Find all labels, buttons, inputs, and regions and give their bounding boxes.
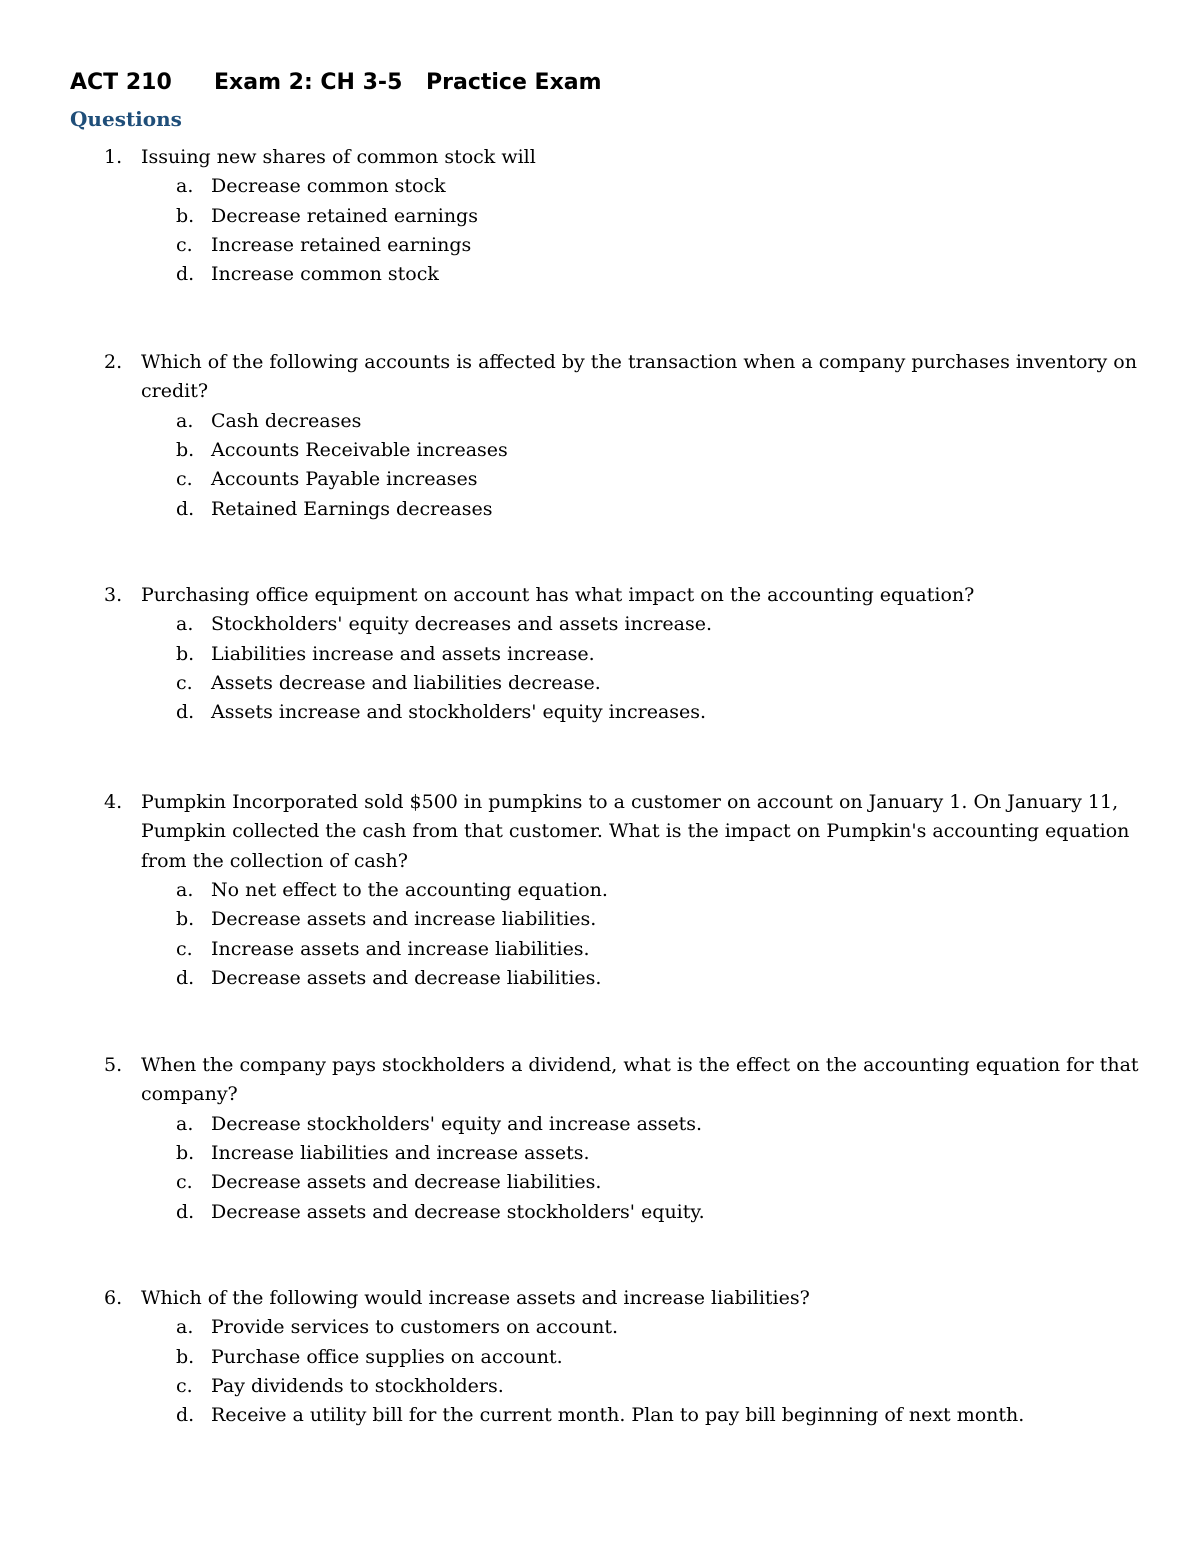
option-letter: d.: [176, 1404, 195, 1427]
question-text: company?: [141, 1083, 238, 1106]
option-text: Assets decrease and liabilities decrease.: [211, 671, 601, 694]
option-text: Decrease stockholders' equity and increase assets.: [211, 1112, 703, 1135]
option-text: Stockholders' equity decreases and assets increase.: [211, 613, 713, 636]
option-letter: d.: [176, 497, 195, 520]
option-letter: d.: [176, 966, 195, 989]
question-number: 4.: [104, 791, 123, 813]
option-text: Decrease common stock: [211, 175, 446, 198]
option-text: Increase assets and increase liabilities.: [211, 937, 590, 960]
option-letter: c.: [176, 937, 193, 960]
option-letter: d.: [176, 263, 195, 286]
question-text: Purchasing office equipment on account has what impact on the accounting equation?: [141, 584, 975, 606]
option-letter: c.: [176, 671, 193, 694]
exam-type: Practice Exam: [426, 70, 602, 95]
question-text: from the collection of cash?: [141, 849, 408, 872]
course-code: ACT 210: [70, 70, 172, 95]
question-number: 3.: [104, 584, 123, 606]
option-text: Receive a utility bill for the current month. Plan to pay bill beginning of next month.: [211, 1404, 1025, 1427]
option-letter: b.: [176, 642, 195, 665]
question-text: Pumpkin Incorporated sold $500 in pumpkins to a customer on account on January 1. On January 11,: [141, 791, 1119, 813]
option-text: Increase common stock: [211, 263, 439, 286]
option-letter: a.: [176, 409, 194, 432]
option-letter: a.: [176, 878, 194, 901]
option-text: Provide services to customers on account.: [211, 1316, 618, 1339]
option-letter: c.: [176, 468, 193, 491]
option-letter: a.: [176, 1316, 194, 1339]
option-letter: c.: [176, 1374, 193, 1397]
option-text: Accounts Payable increases: [211, 468, 478, 491]
option-text: Accounts Receivable increases: [211, 438, 508, 461]
option-text: Decrease assets and decrease liabilities.: [211, 1171, 602, 1194]
option-text: Increase liabilities and increase assets.: [211, 1141, 590, 1164]
option-letter: a.: [176, 1112, 194, 1135]
option-letter: c.: [176, 233, 193, 256]
option-text: Cash decreases: [211, 409, 362, 432]
question-number: 5.: [104, 1054, 123, 1076]
exam-name: Exam 2: CH 3-5: [214, 70, 403, 95]
option-letter: a.: [176, 613, 194, 636]
option-text: Increase retained earnings: [211, 233, 472, 256]
option-text: No net effect to the accounting equation.: [211, 878, 608, 901]
question-text: Which of the following would increase assets and increase liabilities?: [141, 1287, 810, 1309]
option-letter: c.: [176, 1171, 193, 1194]
option-text: Liabilities increase and assets increase.: [211, 642, 595, 665]
option-text: Decrease assets and increase liabilities.: [211, 908, 597, 931]
option-letter: d.: [176, 1200, 195, 1223]
question-number: 1.: [104, 146, 123, 168]
option-text: Decrease assets and decrease stockholders' equity.: [211, 1200, 705, 1223]
question-text: Pumpkin collected the cash from that customer. What is the impact on Pumpkin's accounting equation: [141, 820, 1130, 843]
option-letter: a.: [176, 175, 194, 198]
section-heading: Questions: [70, 107, 182, 131]
question-text: Issuing new shares of common stock will: [141, 146, 536, 168]
option-letter: b.: [176, 908, 195, 931]
option-text: Pay dividends to stockholders.: [211, 1374, 504, 1397]
option-text: Decrease assets and decrease liabilities.: [211, 966, 602, 989]
question-number: 2.: [104, 351, 123, 373]
option-letter: b.: [176, 1141, 195, 1164]
question-text: credit?: [141, 380, 209, 403]
option-text: Decrease retained earnings: [211, 204, 478, 227]
question-number: 6.: [104, 1287, 123, 1309]
option-letter: b.: [176, 204, 195, 227]
question-text: Which of the following accounts is affected by the transaction when a company purchases inventory on: [141, 351, 1137, 373]
option-letter: b.: [176, 1345, 195, 1368]
option-text: Assets increase and stockholders' equity increases.: [211, 701, 707, 724]
option-text: Retained Earnings decreases: [211, 497, 493, 520]
option-text: Purchase office supplies on account.: [211, 1345, 563, 1368]
option-letter: b.: [176, 438, 195, 461]
option-letter: d.: [176, 701, 195, 724]
question-text: When the company pays stockholders a dividend, what is the effect on the accounting equation for that: [141, 1054, 1139, 1076]
